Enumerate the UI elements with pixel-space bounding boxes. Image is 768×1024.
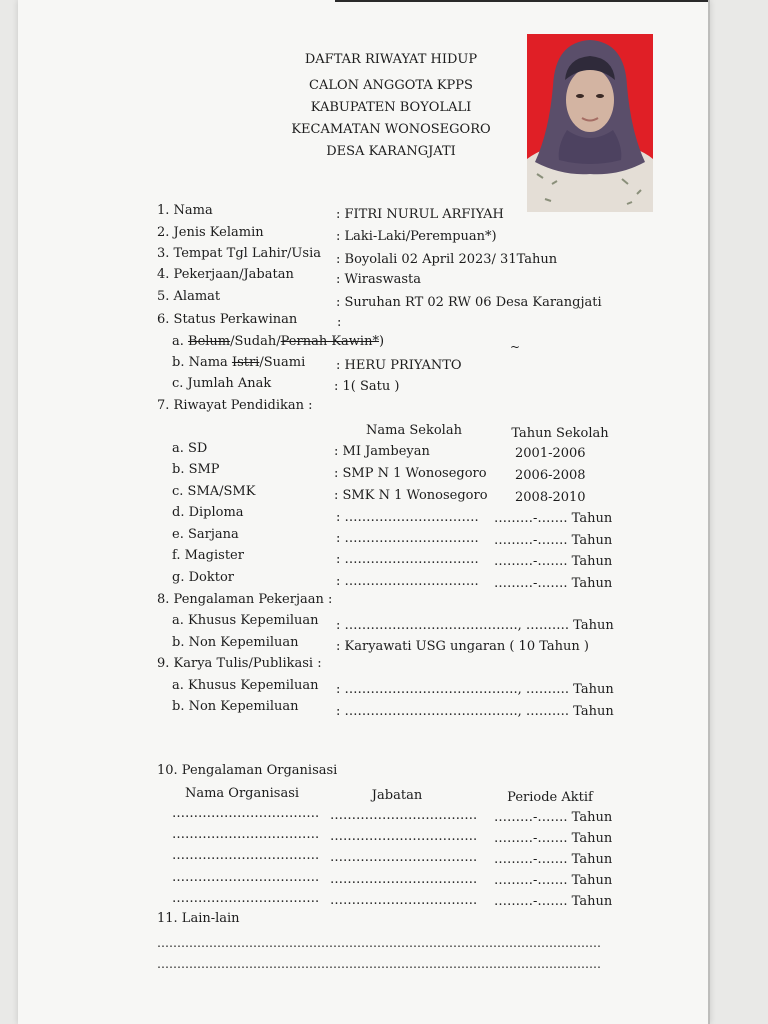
edu-level: b. SMP	[172, 462, 220, 477]
status-prefix: a.	[172, 334, 184, 349]
value-nama: : FITRI NURUL ARFIYAH	[336, 207, 504, 222]
org-periode: ………-……. Tahun	[494, 852, 613, 867]
value-karya-non: : …………………………………., ………. Tahun	[336, 704, 614, 719]
label-alamat: 5. Alamat	[157, 289, 221, 304]
status-end: )	[378, 334, 385, 349]
label-jenis-kelamin: 2. Jenis Kelamin	[157, 225, 264, 240]
edu-school: : MI Jambeyan	[334, 444, 430, 459]
status-option-line	[172, 334, 384, 350]
header-line-2: CALON ANGGOTA KPPS	[309, 78, 473, 93]
edu-level: g. Doktor	[172, 570, 234, 585]
label-karya-tulis: 9. Karya Tulis/Publikasi :	[157, 656, 322, 671]
person-photo-icon	[527, 34, 653, 212]
col-jabatan: Jabatan	[371, 788, 423, 803]
org-periode: ………-……. Tahun	[494, 894, 613, 909]
org-periode: ………-……. Tahun	[494, 831, 613, 846]
edu-year: ………-……. Tahun	[494, 533, 613, 548]
header-line-3: KABUPATEN BOYOLALI	[310, 100, 472, 115]
edu-level: e. Sarjana	[172, 527, 239, 542]
header-line-4: KECAMATAN WONOSEGORO	[291, 122, 491, 137]
pasangan-prefix: b. Nama	[172, 355, 228, 370]
org-name: …………………………….	[172, 806, 320, 821]
org-jabatan: …………………………….	[330, 850, 478, 865]
edu-level: f. Magister	[172, 548, 244, 563]
value-nama-pasangan: : HERU PRIYANTO	[336, 358, 462, 373]
value-non-kepemiluan: : Karyawati USG ungaran ( 10 Tahun )	[336, 639, 589, 654]
label-jumlah-anak: c. Jumlah Anak	[172, 376, 272, 391]
col-tahun-sekolah: Tahun Sekolah	[511, 426, 609, 441]
edu-level: d. Diploma	[172, 505, 244, 520]
org-name: …………………………….	[172, 848, 320, 863]
edu-year: 2008-2010	[515, 490, 586, 505]
label-khusus-kepemiluan: a. Khusus Kepemiluan	[172, 613, 319, 628]
label-pekerjaan: 4. Pekerjaan/Jabatan	[157, 267, 294, 282]
pasangan-suami: /Suami	[259, 355, 306, 370]
org-jabatan: …………………………….	[330, 872, 478, 887]
header-line-5: DESA KARANGJATI	[326, 144, 456, 159]
label-non-kepemiluan: b. Non Kepemiluan	[172, 635, 299, 650]
edu-school: : ………………………….	[336, 552, 479, 567]
edu-year: 2006-2008	[515, 468, 586, 483]
edu-school: : ………………………….	[336, 574, 479, 589]
label-status-perkawinan: 6. Status Perkawinan	[157, 312, 298, 327]
edu-school: : SMP N 1 Wonosegoro	[334, 466, 487, 481]
label-tempat-tgl-lahir: 3. Tempat Tgl Lahir/Usia	[157, 246, 321, 261]
edu-school: : ………………………….	[336, 510, 479, 525]
org-jabatan: …………………………….	[330, 893, 478, 908]
label-lain-lain: 11. Lain-lain	[157, 911, 240, 926]
edu-school: : SMK N 1 Wonosegoro	[334, 488, 488, 503]
pen-mark: ~	[510, 340, 521, 354]
label-nama: 1. Nama	[157, 203, 213, 218]
value-pekerjaan: : Wiraswasta	[336, 272, 421, 287]
status-pernah-kawin: Pernah Kawin*	[280, 334, 379, 349]
value-karya-khusus: : …………………………………., ………. Tahun	[336, 682, 614, 697]
edu-year: ………-……. Tahun	[494, 511, 613, 526]
lain-line-2: …………………………………………………………………………………………………	[157, 957, 601, 971]
edu-year: ………-……. Tahun	[494, 576, 613, 591]
status-colon: :	[337, 315, 342, 330]
edu-level: c. SMA/SMK	[172, 484, 256, 499]
org-periode: ………-……. Tahun	[494, 810, 613, 825]
col-nama-sekolah: Nama Sekolah	[366, 423, 462, 438]
org-name: …………………………….	[172, 827, 320, 842]
org-periode: ………-……. Tahun	[494, 873, 613, 888]
org-name: …………………………….	[172, 870, 320, 885]
label-karya-khusus: a. Khusus Kepemiluan	[172, 678, 319, 693]
label-karya-non: b. Non Kepemiluan	[172, 699, 299, 714]
pasangan-istri: Istri	[231, 355, 260, 370]
lain-line-1: …………………………………………………………………………………………………	[157, 936, 601, 950]
label-riwayat-pendidikan: 7. Riwayat Pendidikan :	[157, 398, 313, 413]
org-name: …………………………….	[172, 891, 320, 906]
value-jenis-kelamin: : Laki-Laki/Perempuan*)	[336, 229, 497, 244]
value-khusus-kepemiluan: : …………………………………., ………. Tahun	[336, 618, 614, 633]
top-edge-line	[335, 0, 710, 2]
value-alamat: : Suruhan RT 02 RW 06 Desa Karangjati	[336, 295, 602, 310]
label-pengalaman-pekerjaan: 8. Pengalaman Pekerjaan :	[157, 592, 333, 607]
org-jabatan: …………………………….	[330, 829, 478, 844]
value-tempat-tgl-lahir: : Boyolali 02 April 2023/ 31Tahun	[336, 252, 558, 267]
page-right-edge	[708, 0, 710, 1024]
org-jabatan: …………………………….	[330, 808, 478, 823]
doc-title: DAFTAR RIWAYAT HIDUP	[304, 52, 478, 67]
label-nama-pasangan	[172, 355, 305, 371]
label-pengalaman-organisasi: 10. Pengalaman Organisasi	[157, 763, 338, 778]
edu-year: ………-……. Tahun	[494, 554, 613, 569]
edu-level: a. SD	[172, 441, 208, 456]
col-periode-aktif: Periode Aktif	[507, 790, 593, 805]
status-sudah: /Sudah/	[230, 334, 281, 349]
value-jumlah-anak: : 1( Satu )	[334, 379, 400, 394]
status-belum: Belum	[188, 334, 231, 349]
edu-school: : ………………………….	[336, 531, 479, 546]
col-nama-organisasi: Nama Organisasi	[184, 786, 300, 801]
edu-year: 2001-2006	[515, 446, 586, 461]
